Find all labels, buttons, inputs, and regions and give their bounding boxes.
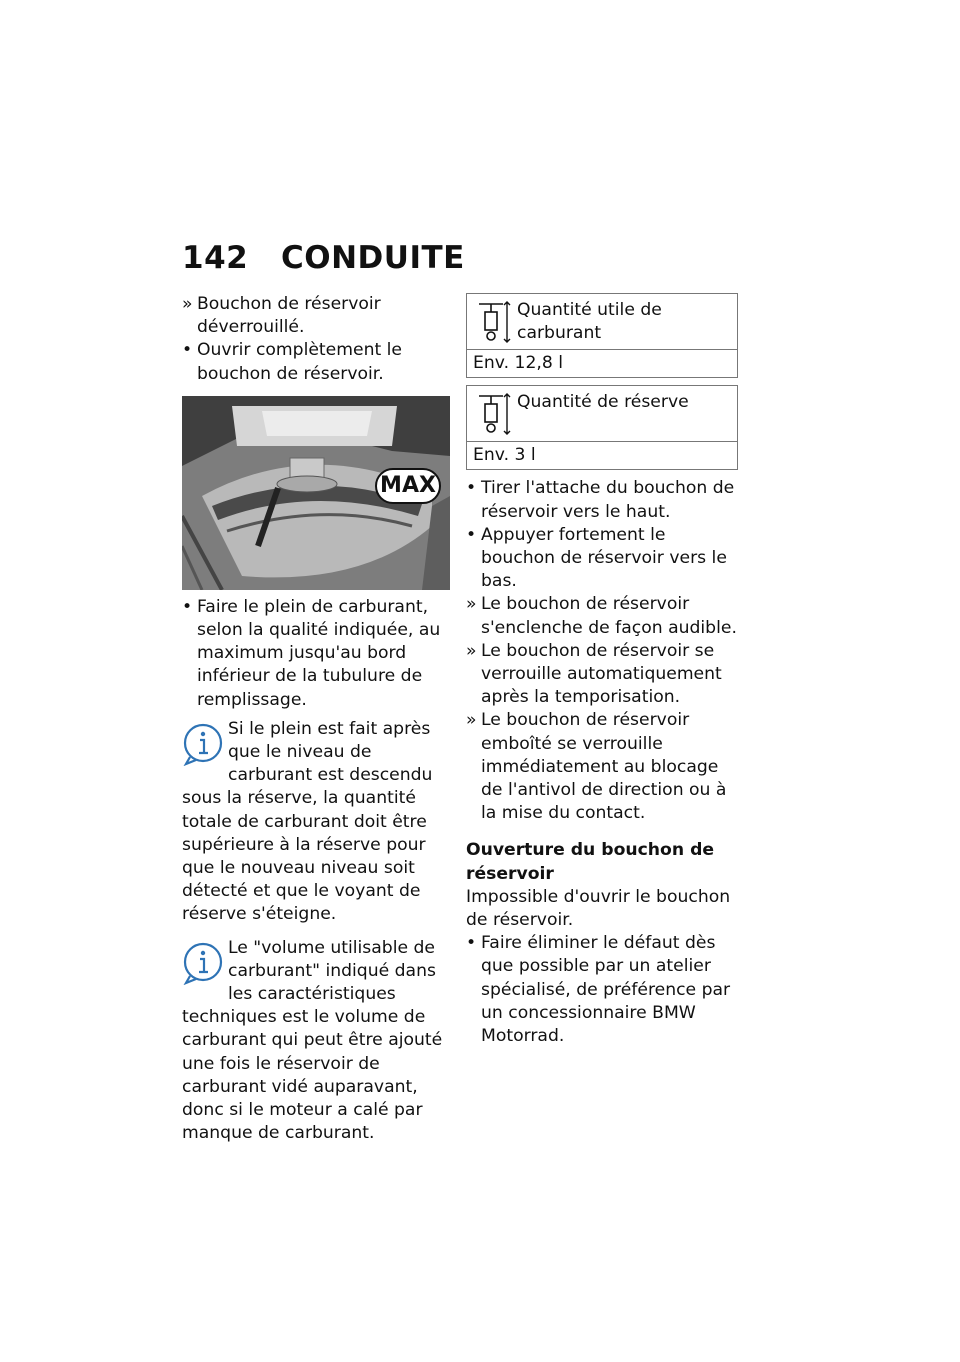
result-marker: » bbox=[466, 710, 477, 731]
section-subheading: Ouverture du bouchon de réservoir bbox=[466, 840, 715, 884]
left-column bbox=[182, 293, 452, 1145]
fuel-filler-photo bbox=[182, 396, 450, 590]
result-marker: » bbox=[466, 640, 477, 661]
result-paragraph bbox=[466, 709, 738, 825]
result-marker: » bbox=[466, 594, 477, 615]
reserve-fuel-spec bbox=[466, 385, 738, 470]
step-paragraph bbox=[466, 932, 738, 1048]
spec-label: Quantité utile de carburant bbox=[517, 300, 662, 344]
info-note-reserve-text: Si le plein est fait après que le niveau de carburant est descendu sous la réserve, la quantité totale de carburant doit être supérieure à la réserve pour que le nouveau niveau soit détecté et que le voyant de réserve s'éteigne. bbox=[182, 718, 433, 925]
spec-header bbox=[467, 386, 737, 442]
step-text: Tirer l'attache du bouchon de réservoir vers le haut. bbox=[481, 478, 735, 522]
usable-fuel-spec bbox=[466, 293, 738, 378]
step-marker: • bbox=[466, 478, 477, 499]
info-icon bbox=[182, 941, 224, 985]
result-paragraph bbox=[182, 293, 452, 339]
step-paragraph bbox=[466, 477, 738, 523]
spec-label: Quantité de réserve bbox=[517, 392, 689, 413]
refuel-text: Faire le plein de carburant, selon la qualité indiquée, au maximum jusqu'au bord inférieur de la tubulure de remplissage. bbox=[197, 596, 441, 710]
result-text: Le bouchon de réservoir se verrouille automatiquement après la temporisation. bbox=[481, 640, 722, 708]
info-note-reserve bbox=[182, 718, 452, 927]
result-marker: » bbox=[182, 294, 193, 314]
max-label: MAX bbox=[380, 472, 436, 498]
step-text: Appuyer fortement le bouchon de réservoir vers le bas. bbox=[481, 524, 727, 592]
step-marker: • bbox=[466, 524, 477, 545]
refuel-step bbox=[182, 596, 452, 712]
info-icon bbox=[182, 722, 224, 766]
result-text: Le bouchon de réservoir emboîté se verrouille immédiatement au blocage de l'antivol de direction ou à la mise du contact. bbox=[481, 710, 727, 824]
section-title: CONDUITE bbox=[281, 240, 465, 276]
refuel-marker: • bbox=[182, 596, 193, 617]
step-paragraph bbox=[466, 524, 738, 594]
step-paragraph bbox=[182, 339, 452, 385]
result-paragraph bbox=[466, 640, 738, 710]
step-text: Ouvrir complètement le bouchon de réservoir. bbox=[197, 340, 403, 384]
step-marker: • bbox=[182, 340, 193, 361]
caliper-icon bbox=[467, 294, 517, 349]
problem-text: Impossible d'ouvrir le bouchon de réservoir. bbox=[466, 886, 731, 931]
spec-header bbox=[467, 294, 737, 350]
result-text: Bouchon de réservoir déverrouillé. bbox=[197, 294, 381, 338]
spec-value: Env. 12,8 l bbox=[473, 353, 564, 373]
step-marker: • bbox=[466, 933, 477, 954]
info-note-volume bbox=[182, 937, 452, 1146]
result-paragraph bbox=[466, 593, 738, 639]
spec-value: Env. 3 l bbox=[473, 445, 536, 466]
result-text: Le bouchon de réservoir s'enclenche de façon audible. bbox=[481, 594, 737, 638]
caliper-icon bbox=[467, 386, 517, 441]
info-note-volume-text: Le "volume utilisable de carburant" indiqué dans les caractéristiques techniques est le volume de carburant qui peut être ajouté une fois le réservoir de carburant vidé auparavant, donc si le moteur a calé par manque de carburant. bbox=[182, 937, 443, 1144]
step-text: Faire éliminer le défaut dès que possible par un atelier spécialisé, de préférence par un concessionnaire BMW Motorrad. bbox=[481, 933, 731, 1047]
page-number: 142 bbox=[182, 240, 249, 276]
right-column bbox=[466, 293, 738, 1048]
